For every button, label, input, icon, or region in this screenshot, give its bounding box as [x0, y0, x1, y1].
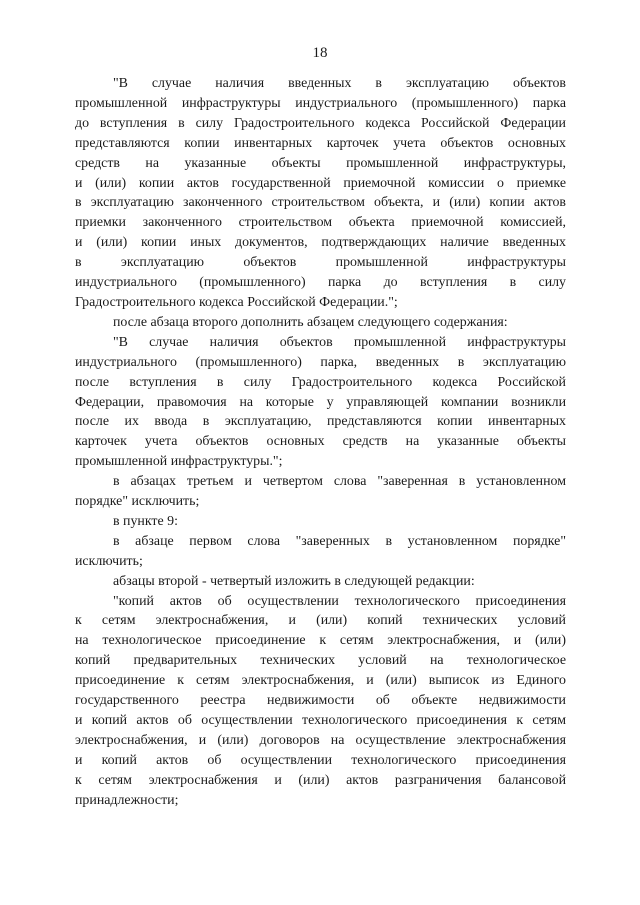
text-line: индустриального (промышленного) парка до вступления в силу [75, 275, 566, 291]
paragraph [75, 532, 566, 572]
text-line: после вступления в силу Градостроительного кодекса Российской [75, 374, 566, 390]
text-line: "копий актов об осуществлении технологического присоединения [113, 593, 566, 609]
text-line: промышленной инфраструктуры."; [75, 454, 283, 470]
text-line: представляются копии инвентарных карточек учета объектов основных [75, 135, 566, 151]
text-line: и копий актов об осуществлении технологического присоединения [75, 752, 566, 768]
text-line: к сетям электроснабжения и (или) актов разграничения балансовой [75, 772, 566, 788]
text-line: электроснабжения, и (или) договоров на осуществление электроснабжения [75, 732, 566, 748]
text-line: приемки законченного строительством объекта приемочной комиссией, [75, 215, 566, 231]
text-line: принадлежности; [75, 792, 179, 808]
text-line: до вступления в силу Градостроительного кодекса Российской Федерации [75, 115, 566, 131]
document-body [75, 74, 566, 811]
text-line: после их ввода в эксплуатацию, представляются копии инвентарных [75, 414, 566, 430]
text-line: и (или) копии актов государственной приемочной комиссии о приемке [75, 175, 566, 191]
text-line: в эксплуатацию объектов промышленной инфраструктуры [75, 255, 566, 271]
text-line: и (или) копии иных документов, подтверждающих наличие введенных [75, 235, 566, 251]
paragraph [75, 512, 566, 532]
paragraph [75, 572, 566, 592]
text-line: Федерации, правомочия на которые у управляющей компании возникли [75, 394, 566, 410]
paragraph [75, 592, 566, 811]
page-number: 18 [312, 45, 328, 61]
text-line: после абзаца второго дополнить абзацем следующего содержания: [113, 314, 508, 330]
text-line: порядке" исключить; [75, 494, 200, 510]
paragraph [75, 472, 566, 512]
text-line: средств на указанные объекты промышленной инфраструктуры, [75, 155, 566, 171]
text-line: исключить; [75, 553, 143, 569]
text-line: "В случае наличия объектов промышленной инфраструктуры [113, 334, 566, 350]
paragraph [75, 333, 566, 472]
text-line: присоединение к сетям электроснабжения, и (или) выписок из Единого [75, 673, 566, 689]
text-line: к сетям электроснабжения, и (или) копий технических условий [75, 613, 566, 629]
paragraph [75, 313, 566, 333]
text-line: в пункте 9: [113, 513, 178, 529]
text-line: карточек учета объектов основных средств на указанные объекты [75, 434, 566, 450]
text-line: "В случае наличия введенных в эксплуатацию объектов [113, 76, 566, 91]
text-line: в эксплуатацию законченного строительством объекта, и (или) копии актов [75, 195, 566, 211]
text-line: абзацы второй - четвертый изложить в следующей редакции: [113, 573, 475, 589]
text-line: на технологическое присоединение к сетям электроснабжения, и (или) [75, 633, 566, 649]
text-line: в абзацах третьем и четвертом слова "заверенная в установленном [113, 474, 566, 490]
text-line: индустриального (промышленного) парка, введенных в эксплуатацию [75, 354, 566, 370]
paragraph [75, 74, 566, 313]
text-line: в абзаце первом слова "заверенных в установленном порядке" [113, 533, 566, 549]
text-line: и копий актов об осуществлении технологического присоединения к сетям [75, 713, 566, 728]
text-line: копий предварительных технических условий на технологическое [75, 653, 566, 669]
text-line: государственного реестра недвижимости об объекте недвижимости [75, 693, 566, 709]
text-line: Градостроительного кодекса Российской Федерации."; [75, 294, 398, 310]
text-line: промышленной инфраструктуры индустриального (промышленного) парка [75, 95, 566, 111]
